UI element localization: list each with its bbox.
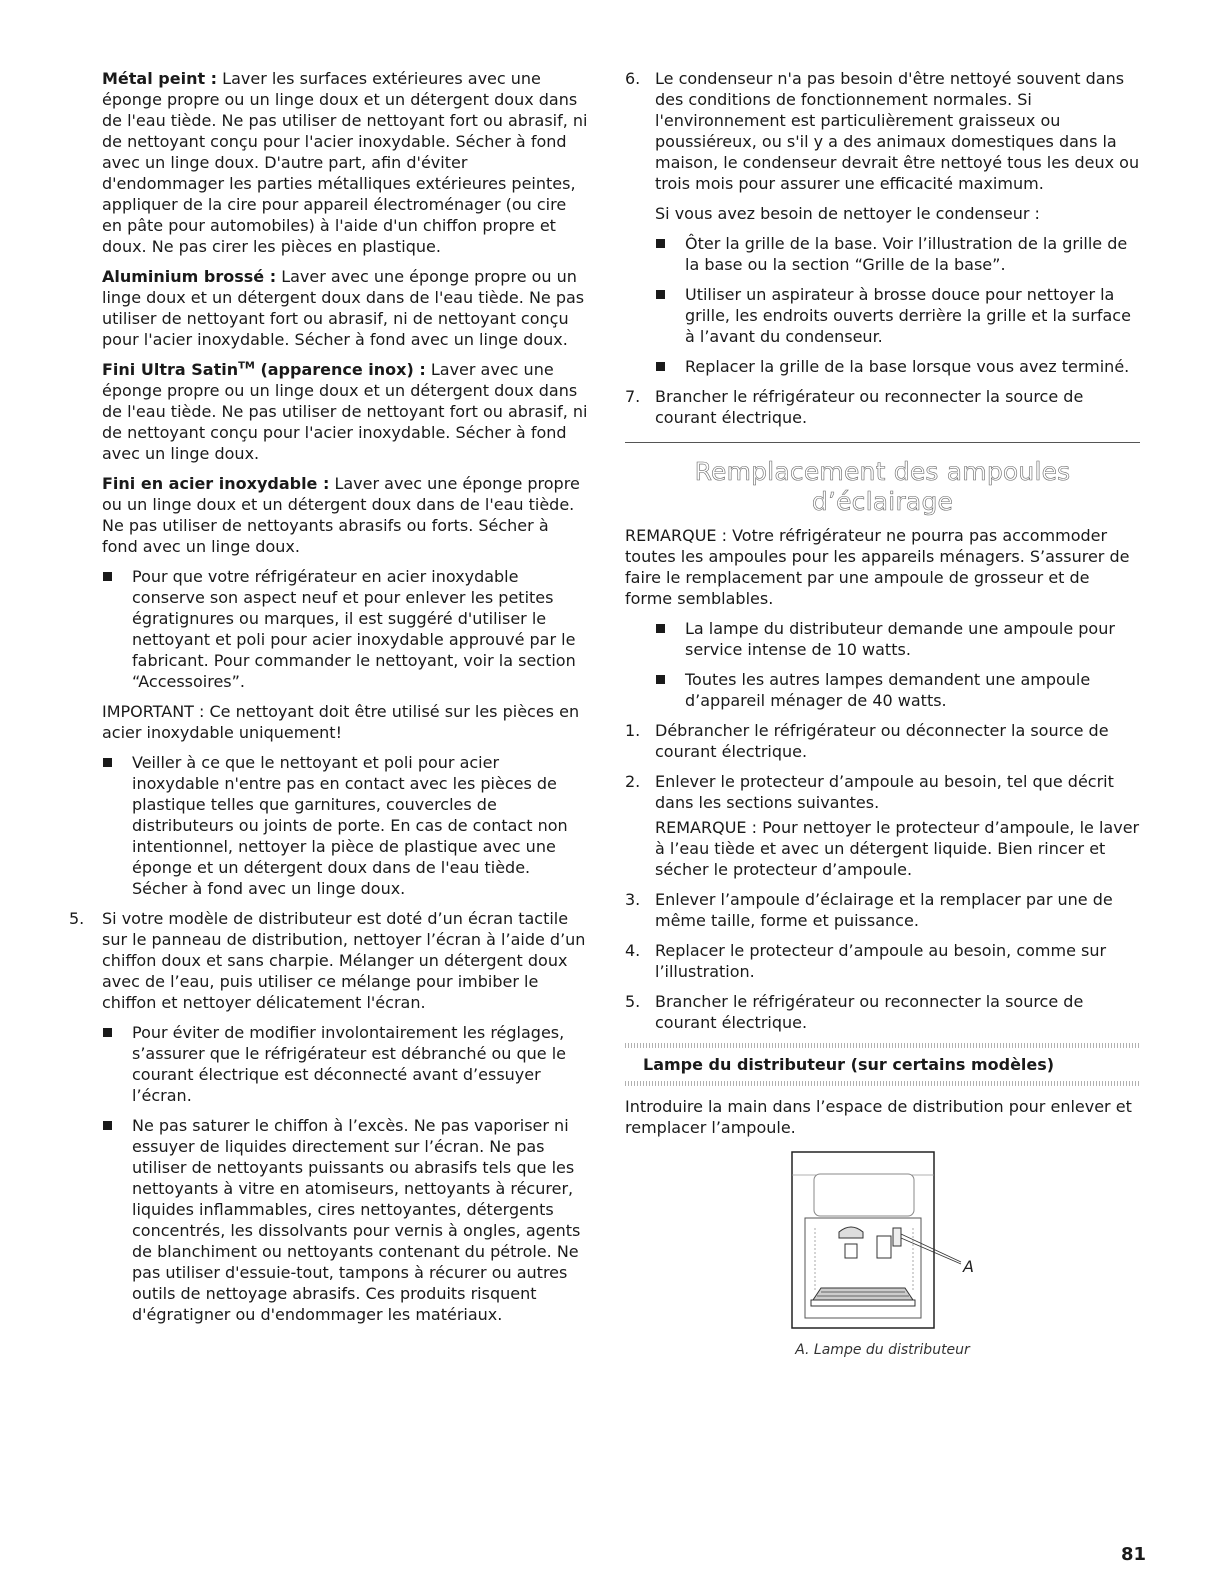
list-item: Ôter la grille de la base. Voir l’illustration de la grille de la base ou la section “Grille de la base”. <box>655 233 1140 275</box>
step-3: 3. Enlever l’ampoule d’éclairage et la remplacer par une de même taille, forme et puissance. <box>625 890 1113 930</box>
painted-metal-paragraph <box>102 68 589 257</box>
step-6: 6. Le condenseur n'a pas besoin d'être nettoyé souvent dans des conditions de fonctionnement normales. Si l'environnement est particulièrement graisseux ou poussiéreux, ou s'il y a des animaux domestiques dans la maison, le condenseur devrait être nettoyé tous les deux ou trois mois pour assurer une efficacité maximum. <box>625 69 1140 193</box>
list-item: Pour que votre réfrigérateur en acier inoxydable conserve son aspect neuf et pour enlever les petites égratignures ou marques, il est suggéré d'utiliser le nettoyant et poli pour acier inoxydable approuvé par le fabricant. Pour commander le nettoyant, voir la section “Accessoires”. <box>102 566 589 692</box>
page-number: 81 <box>1121 1544 1147 1565</box>
intro-paragraph: Introduire la main dans l’espace de distribution pour enlever et remplacer l’ampoule. <box>625 1097 1132 1137</box>
step-1: 1. Débrancher le réfrigérateur ou déconnecter la source de courant électrique. <box>625 721 1109 761</box>
subheading: Lampe du distributeur (sur certains modèles) <box>643 1055 1055 1074</box>
list-item: La lampe du distributeur demande une ampoule pour service intense de 10 watts. <box>655 618 1140 660</box>
brushed-aluminum-paragraph <box>102 266 589 350</box>
painted-metal-label: Métal peint : <box>102 69 218 88</box>
stainless-label: Fini en acier inoxydable : <box>102 474 330 493</box>
ultra-satin-text: Laver avec une éponge propre ou un linge doux et un détergent doux dans de l'eau tiède. Ne pas utiliser de nettoyant fort ou abrasif, ni de nettoyant conçu pour l'acier inoxydable. Sécher à fond avec un linge doux. <box>102 360 588 463</box>
dispenser-figure <box>625 1150 1140 1365</box>
step-6-sub: Si vous avez besoin de nettoyer le condenseur : <box>655 204 1040 223</box>
painted-metal-text: Laver les surfaces extérieures avec une éponge propre ou un linge doux et un détergent doux dans de l'eau tiède. Ne pas utiliser de nettoyant fort ou abrasif, ni de nettoyant conçu pour l'acier inoxydable. Sécher à fond avec un linge doux. D'autre part, afin d'éviter d'endommager les parties métalliques extérieures peintes, appliquer de la cire pour appareil électroménager (ou cire en pâte pour automobiles) à l'aide d'un chiffon propre et doux. Ne pas cirer les pièces en plastique. <box>102 69 588 256</box>
step-2: 2. Enlever le protecteur d’ampoule au besoin, tel que décrit dans les sections suivantes. <box>625 772 1114 812</box>
brushed-aluminum-text: Laver avec une éponge propre ou un linge doux et un détergent doux dans de l'eau tiède. Ne pas utiliser de nettoyant fort ou abrasif, ni de nettoyant conçu pour l'acier inoxydable. Sécher à fond avec un linge doux. <box>102 267 585 349</box>
subheading-rule-bottom <box>625 1081 1140 1086</box>
stainless-paragraph <box>102 473 589 557</box>
stainless-text: Laver avec une éponge propre ou un linge doux et un détergent doux dans de l'eau tiède. Ne pas utiliser de nettoyants abrasifs ou forts. Sécher à fond avec un linge doux. <box>102 474 580 556</box>
step-5-right: 5. Brancher le réfrigérateur ou reconnecter la source de courant électrique. <box>625 992 1084 1032</box>
left-column <box>69 68 589 1334</box>
step-4: 4. Replacer le protecteur d’ampoule au besoin, comme sur l’illustration. <box>625 941 1107 981</box>
remarque-paragraph: REMARQUE : Votre réfrigérateur ne pourra pas accommoder toutes les ampoules pour les appareils ménagers. S’assurer de faire le remplacement par une ampoule de grosseur et de forme semblables. <box>625 526 1130 608</box>
list-item: Utiliser un aspirateur à brosse douce pour nettoyer la grille, les endroits ouverts derrière la grille et la surface à l’avant du condenseur. <box>655 284 1140 347</box>
step-5: 5. Si votre modèle de distributeur est doté d’un écran tactile sur le panneau de distribution, nettoyer l’écran à l’aide d’un chiffon doux et sans charpie. Mélanger un détergent doux avec de l’eau, puis utiliser ce mélange pour imbiber le chiffon et nettoyer délicatement l'écran. <box>69 909 586 1012</box>
figure-label-a: A <box>963 1257 974 1276</box>
section-title: Remplacement des ampoules d’éclairage <box>625 442 1140 517</box>
list-item: Veiller à ce que le nettoyant et poli pour acier inoxydable n'entre pas en contact avec les pièces de plastique telles que garnitures, couvercles de distributeurs ou joints de porte. En cas de contact non intentionnel, nettoyer la pièce de plastique avec une éponge et un détergent doux dans de l'eau tiède. Sécher à fond avec un linge doux. <box>102 752 589 899</box>
brushed-aluminum-label: Aluminium brossé : <box>102 267 277 286</box>
right-column <box>625 68 1140 1365</box>
figure-caption: A. Lampe du distributeur <box>795 1342 970 1358</box>
ultra-satin-label: Fini Ultra Satin™ (apparence inox) : <box>102 360 426 379</box>
list-item: Pour éviter de modifier involontairement les réglages, s’assurer que le réfrigérateur est débranché ou que le courant électrique est déconnecté avant d’essuyer l’écran. <box>102 1022 589 1106</box>
important-note: IMPORTANT : Ce nettoyant doit être utilisé sur les pièces en acier inoxydable uniquement! <box>102 702 580 742</box>
step-7: 7. Brancher le réfrigérateur ou reconnecter la source de courant électrique. <box>625 387 1084 427</box>
ultra-satin-paragraph <box>102 359 589 464</box>
step-2-note: REMARQUE : Pour nettoyer le protecteur d’ampoule, le laver à l’eau tiède et avec un détergent liquide. Bien rincer et sécher le protecteur d’ampoule. <box>655 818 1140 879</box>
dispenser-illustration <box>625 1150 1140 1335</box>
list-item: Replacer la grille de la base lorsque vous avez terminé. <box>655 356 1140 377</box>
list-item: Ne pas saturer le chiffon à l’excès. Ne pas vaporiser ni essuyer de liquides directement sur l’écran. Ne pas utiliser de nettoyants puissants ou abrasifs tels que les nettoyants à vitre en atomiseurs, nettoyants à récurer, liquides inflammables, cires nettoyantes, détergents concentrés, les dissolvants pour vernis à ongles, agents de blanchiment ou nettoyants contenant du pétrole. Ne pas utiliser d'essuie-tout, tampons à récurer ou autres outils de nettoyage abrasifs. Ces produits risquent d'égratigner ou d'endommager les matériaux. <box>102 1115 589 1325</box>
list-item: Toutes les autres lampes demandent une ampoule d’appareil ménager de 40 watts. <box>655 669 1140 711</box>
subheading-rule-top <box>625 1043 1140 1048</box>
